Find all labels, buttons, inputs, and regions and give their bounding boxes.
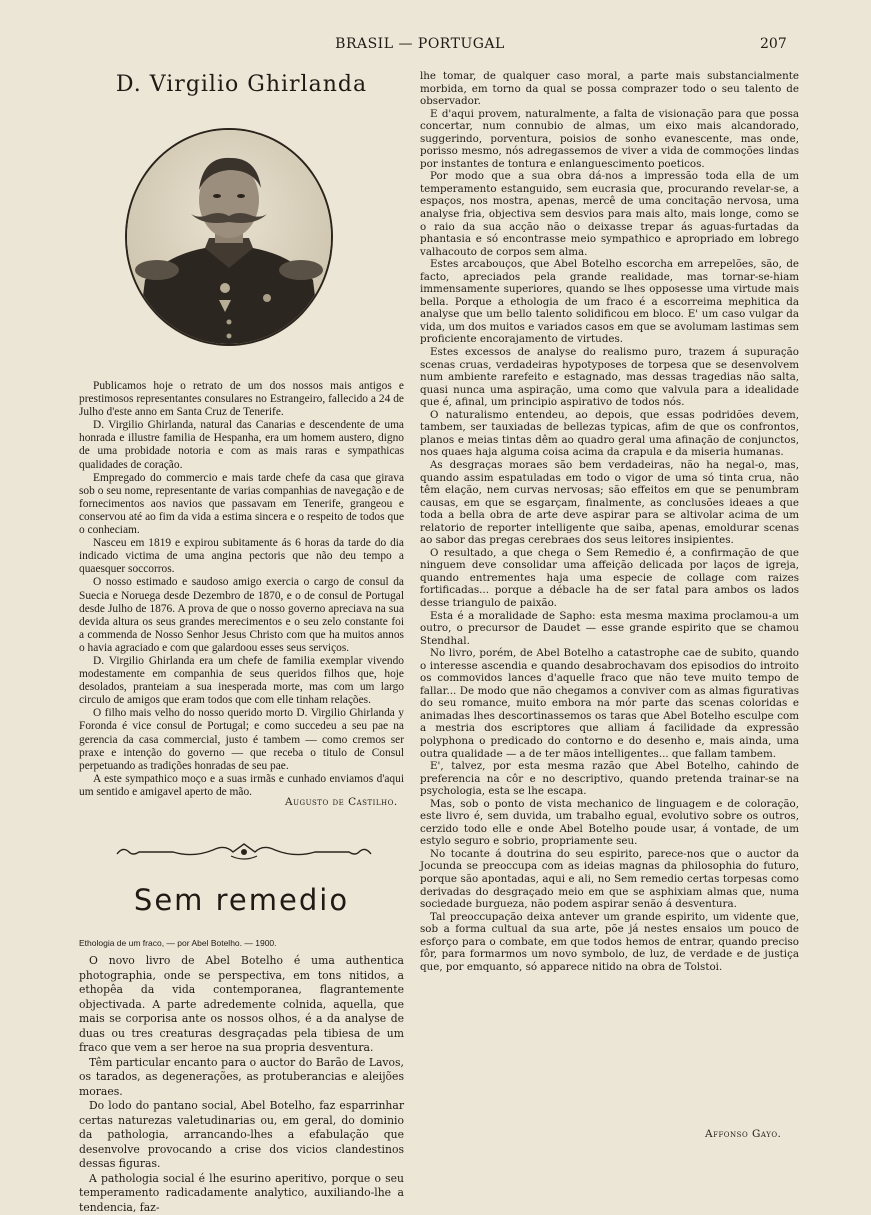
ornamental-divider-icon <box>113 840 375 862</box>
paragraph: A este sympathico moço e a suas irmãs e cunhado enviamos d'aqui um sentido e amigavel aperto de mão. <box>79 773 404 799</box>
paragraph: As desgraças moraes são bem verdadeiras, não ha negal-o, mas, quando assim espatuladas em todo o vigor de uma só tinta crua, não têm elação, nem curvas nervosas; são effeitos em que se penumbram causas, em que se esgarçam, finalmente, as conclusões ideaes a que toda a bella obra de arte deve aspirar para se altivolar acima de um relatorio de reporter intelligente que saiba, apenas, emoldurar scenas ao sabor das pregas cerebraes dos seus leitores insipientes. <box>420 459 799 547</box>
paragraph: Estes arcabouços, que Abel Botelho escorcha em arrepelões, são, de facto, apreciados pela grande realidade, mas tornar-se-hiam immensamente superiores, quando se lhes opposesse uma virtude mais bella. Porque a ethologia de um fraco é a escorreima mephitica da analyse que um bello talento solidificou em bloco. E' um caso vulgar da vida, um dos muitos e variados casos em que se avolumam lastimas sem proficiente encorajamento de virtudes. <box>420 258 799 346</box>
paragraph: No tocante á doutrina do seu espirito, parece-nos que o auctor da Jocunda se preoccupa com as ideias magnas da philosophia do futuro, porque são apontadas, aqui e ali, no Sem remedio certas torpesas como derivadas do desgraçado meio em que se asphixiam almas que, numa sociedade burgueza, não podem aspirar senão á desventura. <box>420 848 799 911</box>
sem-remedio-body-left <box>79 954 404 1215</box>
paragraph: Por modo que a sua obra dá-nos a impressão toda ella de um temperamento estanguido, sem eucrasia que, procurando revelar-se, a espaços, nos mostra, apenas, mercê de uma concitação nervosa, uma analyse fria, objectiva sem desvios para mais alto, mais longe, como se o raio da sua acção não o deixasse trepar ás aguas-furtadas da phantasia e só encontrasse meio sympathico e apropriado em lobrego valhacouto de corpos sem alma. <box>420 170 799 258</box>
bibliographic-note: Ethologia de um fraco, — por Abel Botelho. — 1900. <box>79 938 404 948</box>
portrait-photo <box>125 128 333 346</box>
paragraph: Estes excessos de analyse do realismo puro, trazem á supuração scenas cruas, verdadeiras hypotyposes de torpesa que se desenvolvem num ambiente rarefeito e estagnado, mas dessas tragedias não salta, quasi nunca uma aspiração, uma como que valvula para a idealidade que é, afinal, um principio aspirativo de todos nós. <box>420 346 799 409</box>
paragraph: O novo livro de Abel Botelho é uma authentica photographia, onde se perspectiva, em tons nitidos, a ethopêa da vida contemporanea, flagrantemente objectivada. A parte adredemente colnida, aquella, que mais se corporisa ante os nossos olhos, é a da analyse de duas ou tres creaturas desgraçadas pela tibiesa de um fraco que vem a ser heroe na sua propria desventura. <box>79 954 404 1056</box>
article-title-virgilio: D. Virgilio Ghirlanda <box>79 72 404 97</box>
paragraph: D. Virgilio Ghirlanda era um chefe de familia exemplar vivendo modestamente em companhia de seus queridos filhos que, hoje desolados, pranteiam a sua inesperada morte, mas com um largo circulo de amigos que eram todos que com elle tinham relações. <box>79 655 404 707</box>
paragraph: E', talvez, por esta mesma razão que Abel Botelho, cahindo de preferencia na côr e no descriptivo, quando pretenda trainar-se na psychologia, esta se lhe escapa. <box>420 760 799 798</box>
article-title-sem-remedio: Sem remedio <box>79 883 404 917</box>
paragraph: Têm particular encanto para o auctor do Barão de Lavos, os tarados, as degenerações, as protuberancias e aleijões moraes. <box>79 1056 404 1100</box>
paragraph: O resultado, a que chega o Sem Remedio é, a confirmação de que ninguem deve consolidar uma affeição delicada por laços de igreja, quando entrementes haja uma especie de collage com raizes fortificadas... porque a débacle ha de ser fatal para ambos os lados desse triangulo de paixão. <box>420 547 799 610</box>
portrait-illustration <box>127 130 331 344</box>
paragraph: O nosso estimado e saudoso amigo exercia o cargo de consul da Suecia e Noruega desde Dezembro de 1870, e o de consul de Portugal desde Julho de 1876. A prova de que o nosso governo apreciava na sua devida altura os seus grandes merecimentos e o seu zelo constante foi a commenda de Nosso Senhor Jesus Christo com que ha muitos annos o havia agraciado e com que galardoou esses seus serviços. <box>79 576 404 655</box>
author-signature: Augusto de Castilho. <box>285 796 398 808</box>
paragraph: Mas, sob o ponto de vista mechanico de linguagem e de coloração, este livro é, sem duvida, um trabalho egual, evolutivo sobre os outros, cerzido todo elle e onde Abel Botelho poude usar, á vontade, de um estylo seguro e sobrio, propriamente seu. <box>420 798 799 848</box>
paragraph: O filho mais velho do nosso querido morto D. Virgilio Ghirlanda y Foronda é vice consul de Portugal; e como succedeu a seu pae na gerencia da casa commercial, justo é tambem — como cremos ser praxe e intenção do governo — que receba o titulo de Consul perpetuando as tradições honradas de seu pae. <box>79 707 404 772</box>
paragraph: A pathologia social é lhe esurino aperitivo, porque o seu temperamento radicadamente analytico, auxiliando-lhe a tendencia, faz- <box>79 1172 404 1215</box>
paragraph: Do lodo do pantano social, Abel Botelho, faz esparrinhar certas naturezas valetudinarias ou, em geral, do dominio da pathologia, arrancando-lhes a efabulação que desenvolve provocando a crise dos vicios clandestinos dessas figuras. <box>79 1099 404 1172</box>
sem-remedio-body-right <box>420 70 799 973</box>
author-signature: Affonso Gayo. <box>705 1128 781 1140</box>
paragraph: Tal preoccupação deixa antever um grande espirito, um vidente que, sob a forma cultual da sua arte, põe já nestes ensaios um pouco de esforço para o combate, em que todos hemos de entrar, quando preciso fôr, para formarmos um novo symbolo, de luz, de verdade e de justiça que, por emquanto, só apparece nitido na obra de Tolstoi. <box>420 911 799 974</box>
paragraph: E d'aqui provem, naturalmente, a falta de visionação para que possa concertar, num connubio de almas, um eixo mais alcandorado, suggerindo, porventura, poisios de sonho evanescente, mas onde, porisso mesmo, nós adregassemos de viver a vida de commoções lindas por instantes de tontura e enlanguescimento poeticos. <box>420 108 799 171</box>
virgilio-article-body <box>79 380 404 799</box>
paragraph: O naturalismo entendeu, ao depois, que essas podridões devem, tambem, ser tauxiadas de bellezas typicas, afim de que os confrontos, planos e meias tintas dêm ao quadro geral uma afinação de conjunctos, nos quaes haja alguma coisa acima da crapula e da miseria humanas. <box>420 409 799 459</box>
paragraph: D. Virgilio Ghirlanda, natural das Canarias e descendente de uma honrada e illustre familia de Hespanha, era um homem austero, digno de uma probidade notoria e com as mais raras e sympathicas qualidades de coração. <box>79 419 404 471</box>
paragraph: Nasceu em 1819 e expirou subitamente ás 6 horas da tarde do dia indicado victima de uma angina pectoris que não deu tempo a quaesquer soccorros. <box>79 537 404 576</box>
paragraph: No livro, porém, de Abel Botelho a catastrophe cae de subito, quando o interesse ascendia e quando desabrochavam dos episodios do introito os commovidos lances d'aquelle fraco que não teve muito tempo de fallar... De modo que não chegamos a conviver com as almas figurativas do seu romance, muito embora na mór parte das scenas coloridas e animadas lhes descortinassemos os taras que Abel Botelho esculpe com a mestria dos escriptores que alliam á facilidade da expressão polyphona o predicado do contorno e do desenho e, mais ainda, uma outra qualidade — a de ter mãos intelligentes... que fallam tambem. <box>420 647 799 760</box>
page-number: 207 <box>760 36 787 52</box>
paragraph: Esta é a moralidade de Sapho: esta mesma maxima proclamou-a um outro, o precursor de Daudet — esse grande espirito que se chamou Stendhal. <box>420 610 799 648</box>
paragraph: Empregado do commercio e mais tarde chefe da casa que girava sob o seu nome, representante de varias companhias de navegação e de fornecimentos aos navios que passavam em Tenerife, grangeou e conservou até ao fim da vida a estima sincera e o respeito de todos que o conheciam. <box>79 472 404 537</box>
paragraph: lhe tomar, de qualquer caso moral, a parte mais substancialmente morbida, em torno da qual se possa comprazer todo o seu talento de observador. <box>420 70 799 108</box>
running-title: BRASIL — PORTUGAL <box>0 36 840 52</box>
paragraph: Publicamos hoje o retrato de um dos nossos mais antigos e prestimosos representantes consulares no Estrangeiro, fallecido a 24 de Julho d'este anno em Santa Cruz de Tenerife. <box>79 380 404 419</box>
